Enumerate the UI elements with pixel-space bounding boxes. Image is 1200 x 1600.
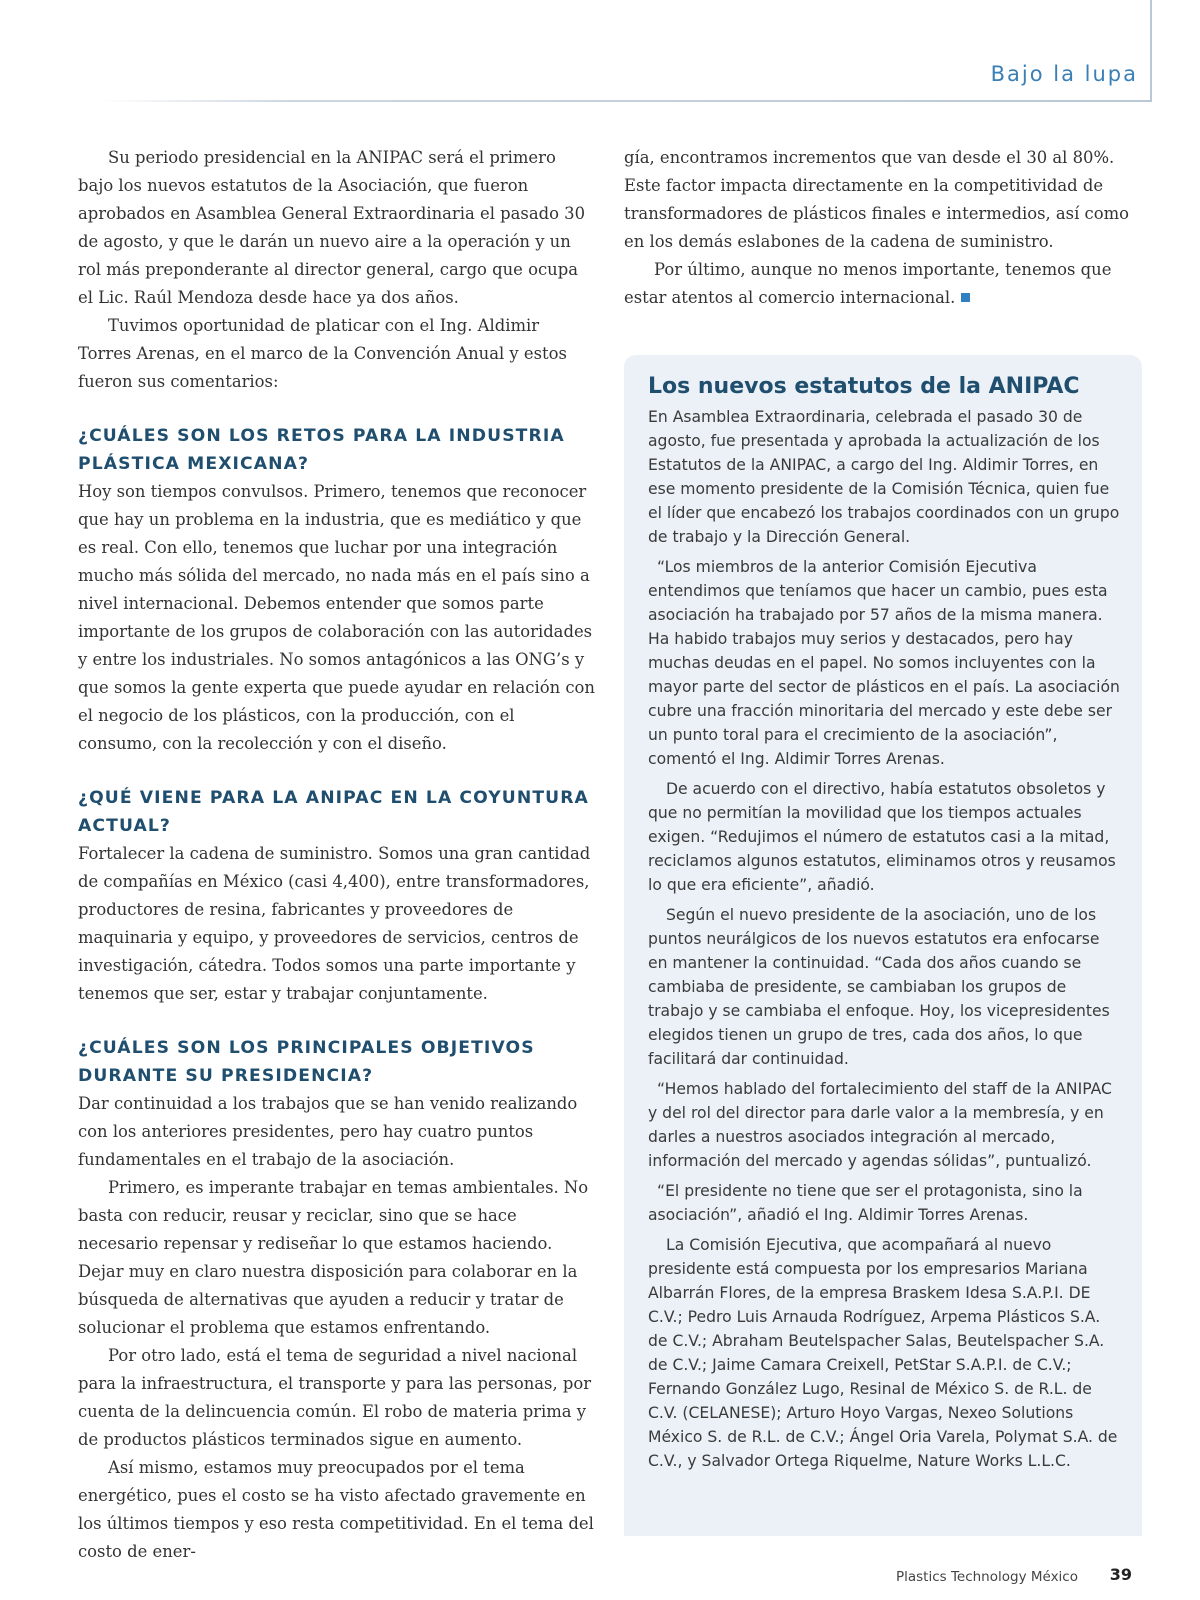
answer-paragraph-3b: Primero, es imperante trabajar en temas ambientales. No basta con reducir, reusar y reciclar, sino que se hace necesario repensar y rediseñar lo que estamos haciendo. Dejar muy en claro nuestra disposición para colaborar en la búsqueda de alternativas que ayuden a reducir y tratar de solucionar el problema que estamos enfrentando. [78,1178,589,1337]
question-heading-3: ¿CUÁLES SON LOS PRINCIPALES OBJETIVOS DURANTE SU PRESIDENCIA? [78,1038,535,1086]
section-label: Bajo la lupa [990,62,1138,86]
question-heading-2: ¿QUÉ VIENE PARA LA ANIPAC EN LA COYUNTURA ACTUAL? [78,788,589,836]
sidebar-box [624,355,1142,1536]
answer-paragraph-3: Dar continuidad a los trabajos que se han venido realizando con los anteriores presidentes, pero hay cuatro puntos fundamentales en el trabajo de la asociación. [78,1094,578,1169]
header-rule [100,100,1152,102]
closing-paragraph [624,256,1140,312]
header-corner-rule [1150,0,1152,102]
sidebar-paragraph-3: De acuerdo con el directivo, había estatutos obsoletos y que no permitían la movilidad que los tiempos actuales exigen. “Redujimos el número de estatutos casi a la mitad, reciclamos algunos estatutos, eliminamos otros y reusamos lo que era eficiente”, añadió. [648,780,1116,894]
question-heading-1: ¿CUÁLES SON LOS RETOS PARA LA INDUSTRIA PLÁSTICA MEXICANA? [78,426,565,474]
sidebar-paragraph-1: En Asamblea Extraordinaria, celebrada el pasado 30 de agosto, fue presentada y aprobada la actualización de los Estatutos de la ANIPAC, a cargo del Ing. Aldimir Torres, en ese momento presidente de la Comisión Técnica, quien fue el líder que encabezó los trabajos coordinados con un grupo de trabajo y la Dirección General. [648,408,1120,546]
left-column [78,144,596,1566]
sidebar-paragraph-5: “Hemos hablado del fortalecimiento del staff de la ANIPAC y del rol del director para darle valor a la membresía, y en darles a nuestros asociados integración al mercado, información del mercado y agendas sólidas”, puntualizó. [648,1080,1112,1170]
end-of-article-icon [961,293,970,302]
footer-publication: Plastics Technology México [895,1569,1078,1585]
intro-paragraph: Su periodo presidencial en la ANIPAC será el primero bajo los nuevos estatutos de la Asociación, que fueron aprobados en Asamblea General Extraordinaria el pasado 30 de agosto, y que le darán un nuevo aire a la operación y un rol más preponderante al director general, cargo que ocupa el Lic. Raúl Mendoza desde hace ya dos años. [78,148,586,307]
sidebar-paragraph-6: “El presidente no tiene que ser el protagonista, sino la asociación”, añadió el Ing. Aldimir Torres Arenas. [648,1182,1083,1224]
sidebar-paragraph-4: Según el nuevo presidente de la asociación, uno de los puntos neurálgicos de los nuevos estatutos era enfocarse en mantener la continuidad. “Cada dos años cuando se cambiaba de presidente, se cambiaban los grupos de trabajo y se cambiaba el enfoque. Hoy, los vicepresidentes elegidos tienen un grupo de tres, cada dos años, lo que facilitará dar continuidad. [648,906,1110,1068]
answer-paragraph-3d: Así mismo, estamos muy preocupados por el tema energético, pues el costo se ha visto afectado gravemente en los últimos tiempos y eso resta competitividad. En el tema del costo de ener- [78,1458,594,1561]
right-column [624,144,1140,312]
sidebar-paragraph-2: “Los miembros de la anterior Comisión Ejecutiva entendimos que teníamos que hacer un cambio, pues esta asociación ha trabajado por 57 años de la misma manera. Ha habido trabajos muy serios y destacados, pero hay muchas deudas en el papel. No somos incluyentes con la mayor parte del sector de plásticos en el país. La asociación cubre una fracción minoritaria del mercado y este debe ser un punto toral para el crecimiento de la asociación”, comentó el Ing. Aldimir Torres Arenas. [648,558,1120,768]
answer-paragraph-3c: Por otro lado, está el tema de seguridad a nivel nacional para la infraestructura, el transporte y para las personas, por cuenta de la delincuencia común. El robo de materia prima y de productos plásticos terminados sigue en aumento. [78,1346,592,1449]
intro-paragraph-2: Tuvimos oportunidad de platicar con el Ing. Aldimir Torres Arenas, en el marco de la Convención Anual y estos fueron sus comentarios: [78,316,567,391]
sidebar-paragraph-7: La Comisión Ejecutiva, que acompañará al nuevo presidente está compuesta por los empresarios Mariana Albarrán Flores, de la empresa Braskem Idesa S.A.P.I. DE C.V.; Pedro Luis Arnauda Rodríguez, Arpema Plásticos S.A. de C.V.; Abraham Beutelspacher Salas, Beutelspacher S.A. de C.V.; Jaime Camara Creixell, PetStar S.A.P.I. de C.V.; Fernando González Lugo, Resinal de México S. de R.L. de C.V. (CELANESE); Arturo Hoyo Vargas, Nexeo Solutions México S. de R.L. de C.V.; Ángel Oria Varela, Polymat S.A. de C.V., y Salvador Ortega Riquelme, Nature Works L.L.C. [648,1236,1118,1470]
continued-paragraph: gía, encontramos incrementos que van desde el 30 al 80%. Este factor impacta directamente en la competitividad de transformadores de plásticos finales e intermedios, así como en los demás eslabones de la cadena de suministro. [624,148,1130,251]
closing-paragraph-text: Por último, aunque no menos importante, tenemos que estar atentos al comercio internacional. [624,260,1112,307]
sidebar-title: Los nuevos estatutos de la ANIPAC [648,374,1080,399]
answer-paragraph-1: Hoy son tiempos convulsos. Primero, tenemos que reconocer que hay un problema en la industria, que es mediático y que es real. Con ello, tenemos que luchar por una integración mucho más sólida del mercado, no nada más en el país sino a nivel internacional. Debemos entender que somos parte importante de los grupos de colaboración con las autoridades y entre los industriales. No somos antagónicos a las ONG’s y que somos la gente experta que puede ayudar en relación con el negocio de los plásticos, con la producción, con el consumo, con la recolección y con el diseño. [78,482,595,753]
page-number: 39 [1109,1565,1132,1584]
answer-paragraph-2: Fortalecer la cadena de suministro. Somos una gran cantidad de compañías en México (casi 4,400), entre transformadores, productores de resina, fabricantes y proveedores de maquinaria y equipo, y proveedores de servicios, centros de investigación, cátedra. Todos somos una parte importante y tenemos que ser, estar y trabajar conjuntamente. [78,844,591,1003]
